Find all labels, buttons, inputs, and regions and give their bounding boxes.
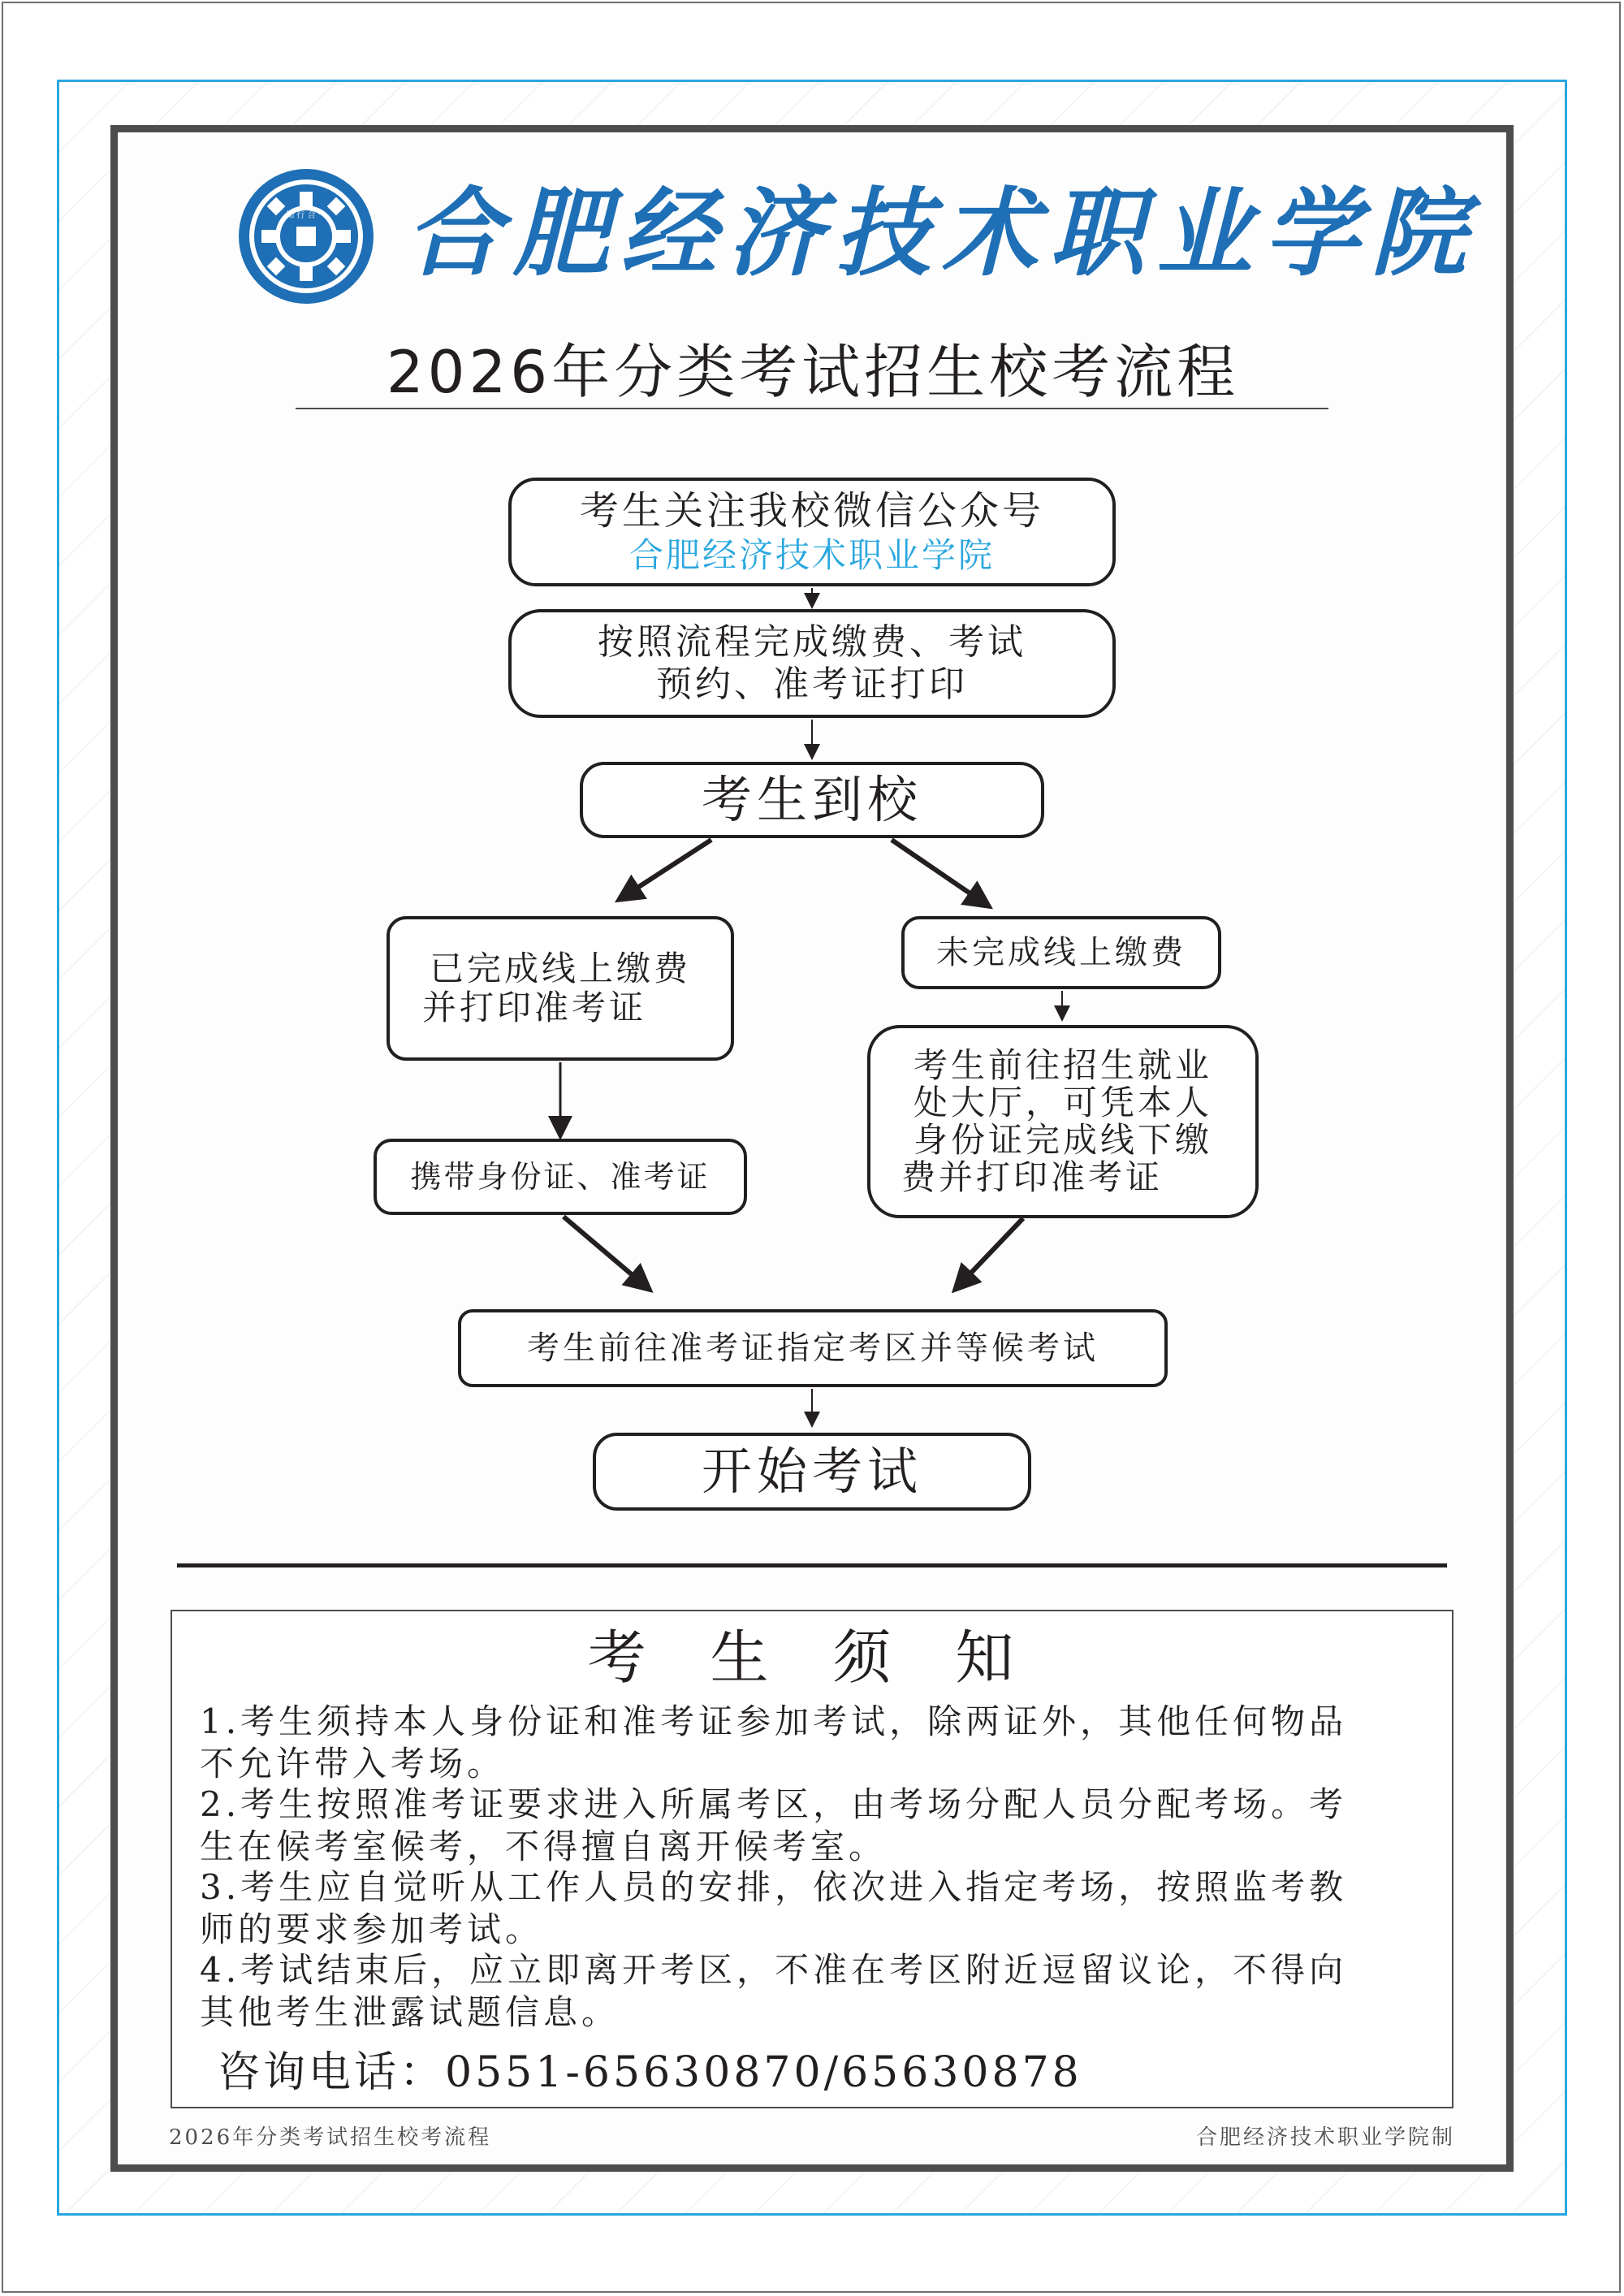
step-offline-payment bbox=[867, 1025, 1259, 1218]
step-start-exam-label: 开始考试 bbox=[701, 1442, 922, 1501]
step-offline-payment-line3: 身份证完成线下缴 bbox=[913, 1120, 1212, 1160]
notice-item-4-line2: 其他考生泄露试题信息。 bbox=[200, 1992, 620, 2032]
step-wait-exam bbox=[458, 1309, 1168, 1387]
step-not-paid-online-label: 未完成线上缴费 bbox=[936, 934, 1186, 971]
step-paid-online-line1: 已完成线上缴费 bbox=[429, 949, 691, 988]
notice-item-1-line1: 1.考生须持本人身份证和准考证参加考试，除两证外，其他任何物品 bbox=[200, 1701, 1348, 1741]
footer-right-credit: 合肥经济技术职业学院制 bbox=[1195, 2125, 1455, 2150]
step-paid-online-line2: 并打印准考证 bbox=[422, 988, 647, 1027]
notice-item-3-line1: 3.考生应自觉听从工作人员的安排，依次进入指定考场，按照监考教 bbox=[200, 1867, 1348, 1907]
school-name-logotype: 合肥经济技术职业学院 bbox=[406, 176, 1479, 289]
section-divider bbox=[177, 1563, 1447, 1567]
step-offline-payment-line4: 费并打印准考证 bbox=[901, 1157, 1164, 1197]
contact-phone: 咨询电话：0551-65630870/65630878 bbox=[218, 2048, 1082, 2097]
wechat-account-name: 合肥经济技术职业学院 bbox=[628, 535, 995, 575]
step-offline-payment-line1: 考生前往招生就业 bbox=[913, 1045, 1212, 1085]
step-offline-payment-line2: 处大厅，可凭本人 bbox=[913, 1083, 1212, 1122]
title-underline bbox=[296, 408, 1328, 409]
notice-item bbox=[200, 1866, 1418, 1951]
notice-item bbox=[200, 1784, 1418, 1868]
step-arrive-school-label: 考生到校 bbox=[701, 770, 922, 829]
step-paid-online bbox=[387, 916, 734, 1061]
step-follow-wechat bbox=[508, 478, 1116, 586]
step-arrive-school bbox=[580, 762, 1044, 838]
step-payment-line2: 预约、准考证打印 bbox=[656, 664, 968, 705]
school-logo bbox=[237, 167, 375, 305]
notice-item-2-line1: 2.考生按照准考证要求进入所属考区，由考场分配人员分配考场。考 bbox=[200, 1784, 1348, 1824]
notice-item-2-line2: 生在候考室候考，不得擅自离开候考室。 bbox=[200, 1827, 888, 1866]
notice-item bbox=[200, 1949, 1418, 2034]
step-bring-documents-label: 携带身份证、准考证 bbox=[410, 1159, 710, 1195]
notice-item-4-line1: 4.考试结束后，应立即离开考区，不准在考区附近逗留议论，不得向 bbox=[200, 1950, 1348, 1990]
step-payment-line1: 按照流程完成缴费、考试 bbox=[598, 621, 1026, 663]
notice-item-3-line2: 师的要求参加考试。 bbox=[200, 1909, 544, 1949]
notice-item bbox=[200, 1701, 1418, 1785]
step-follow-wechat-line1: 考生关注我校微信公众号 bbox=[579, 488, 1044, 534]
footer-left-title: 2026年分类考试招生校考流程 bbox=[169, 2125, 492, 2150]
step-not-paid-online bbox=[901, 916, 1221, 989]
step-payment-reservation bbox=[508, 609, 1116, 718]
svg-text:知 行 合 一: 知 行 合 一 bbox=[286, 211, 326, 220]
step-bring-documents bbox=[374, 1139, 747, 1215]
notice-item-1-line2: 不允许带入考场。 bbox=[200, 1744, 506, 1784]
step-wait-exam-label: 考生前往准考证指定考区并等候考试 bbox=[527, 1330, 1099, 1367]
step-start-exam bbox=[593, 1433, 1031, 1511]
page-title: 2026年分类考试招生校考流程 bbox=[386, 338, 1240, 406]
notice-title: 考 生 须 知 bbox=[587, 1624, 1037, 1692]
